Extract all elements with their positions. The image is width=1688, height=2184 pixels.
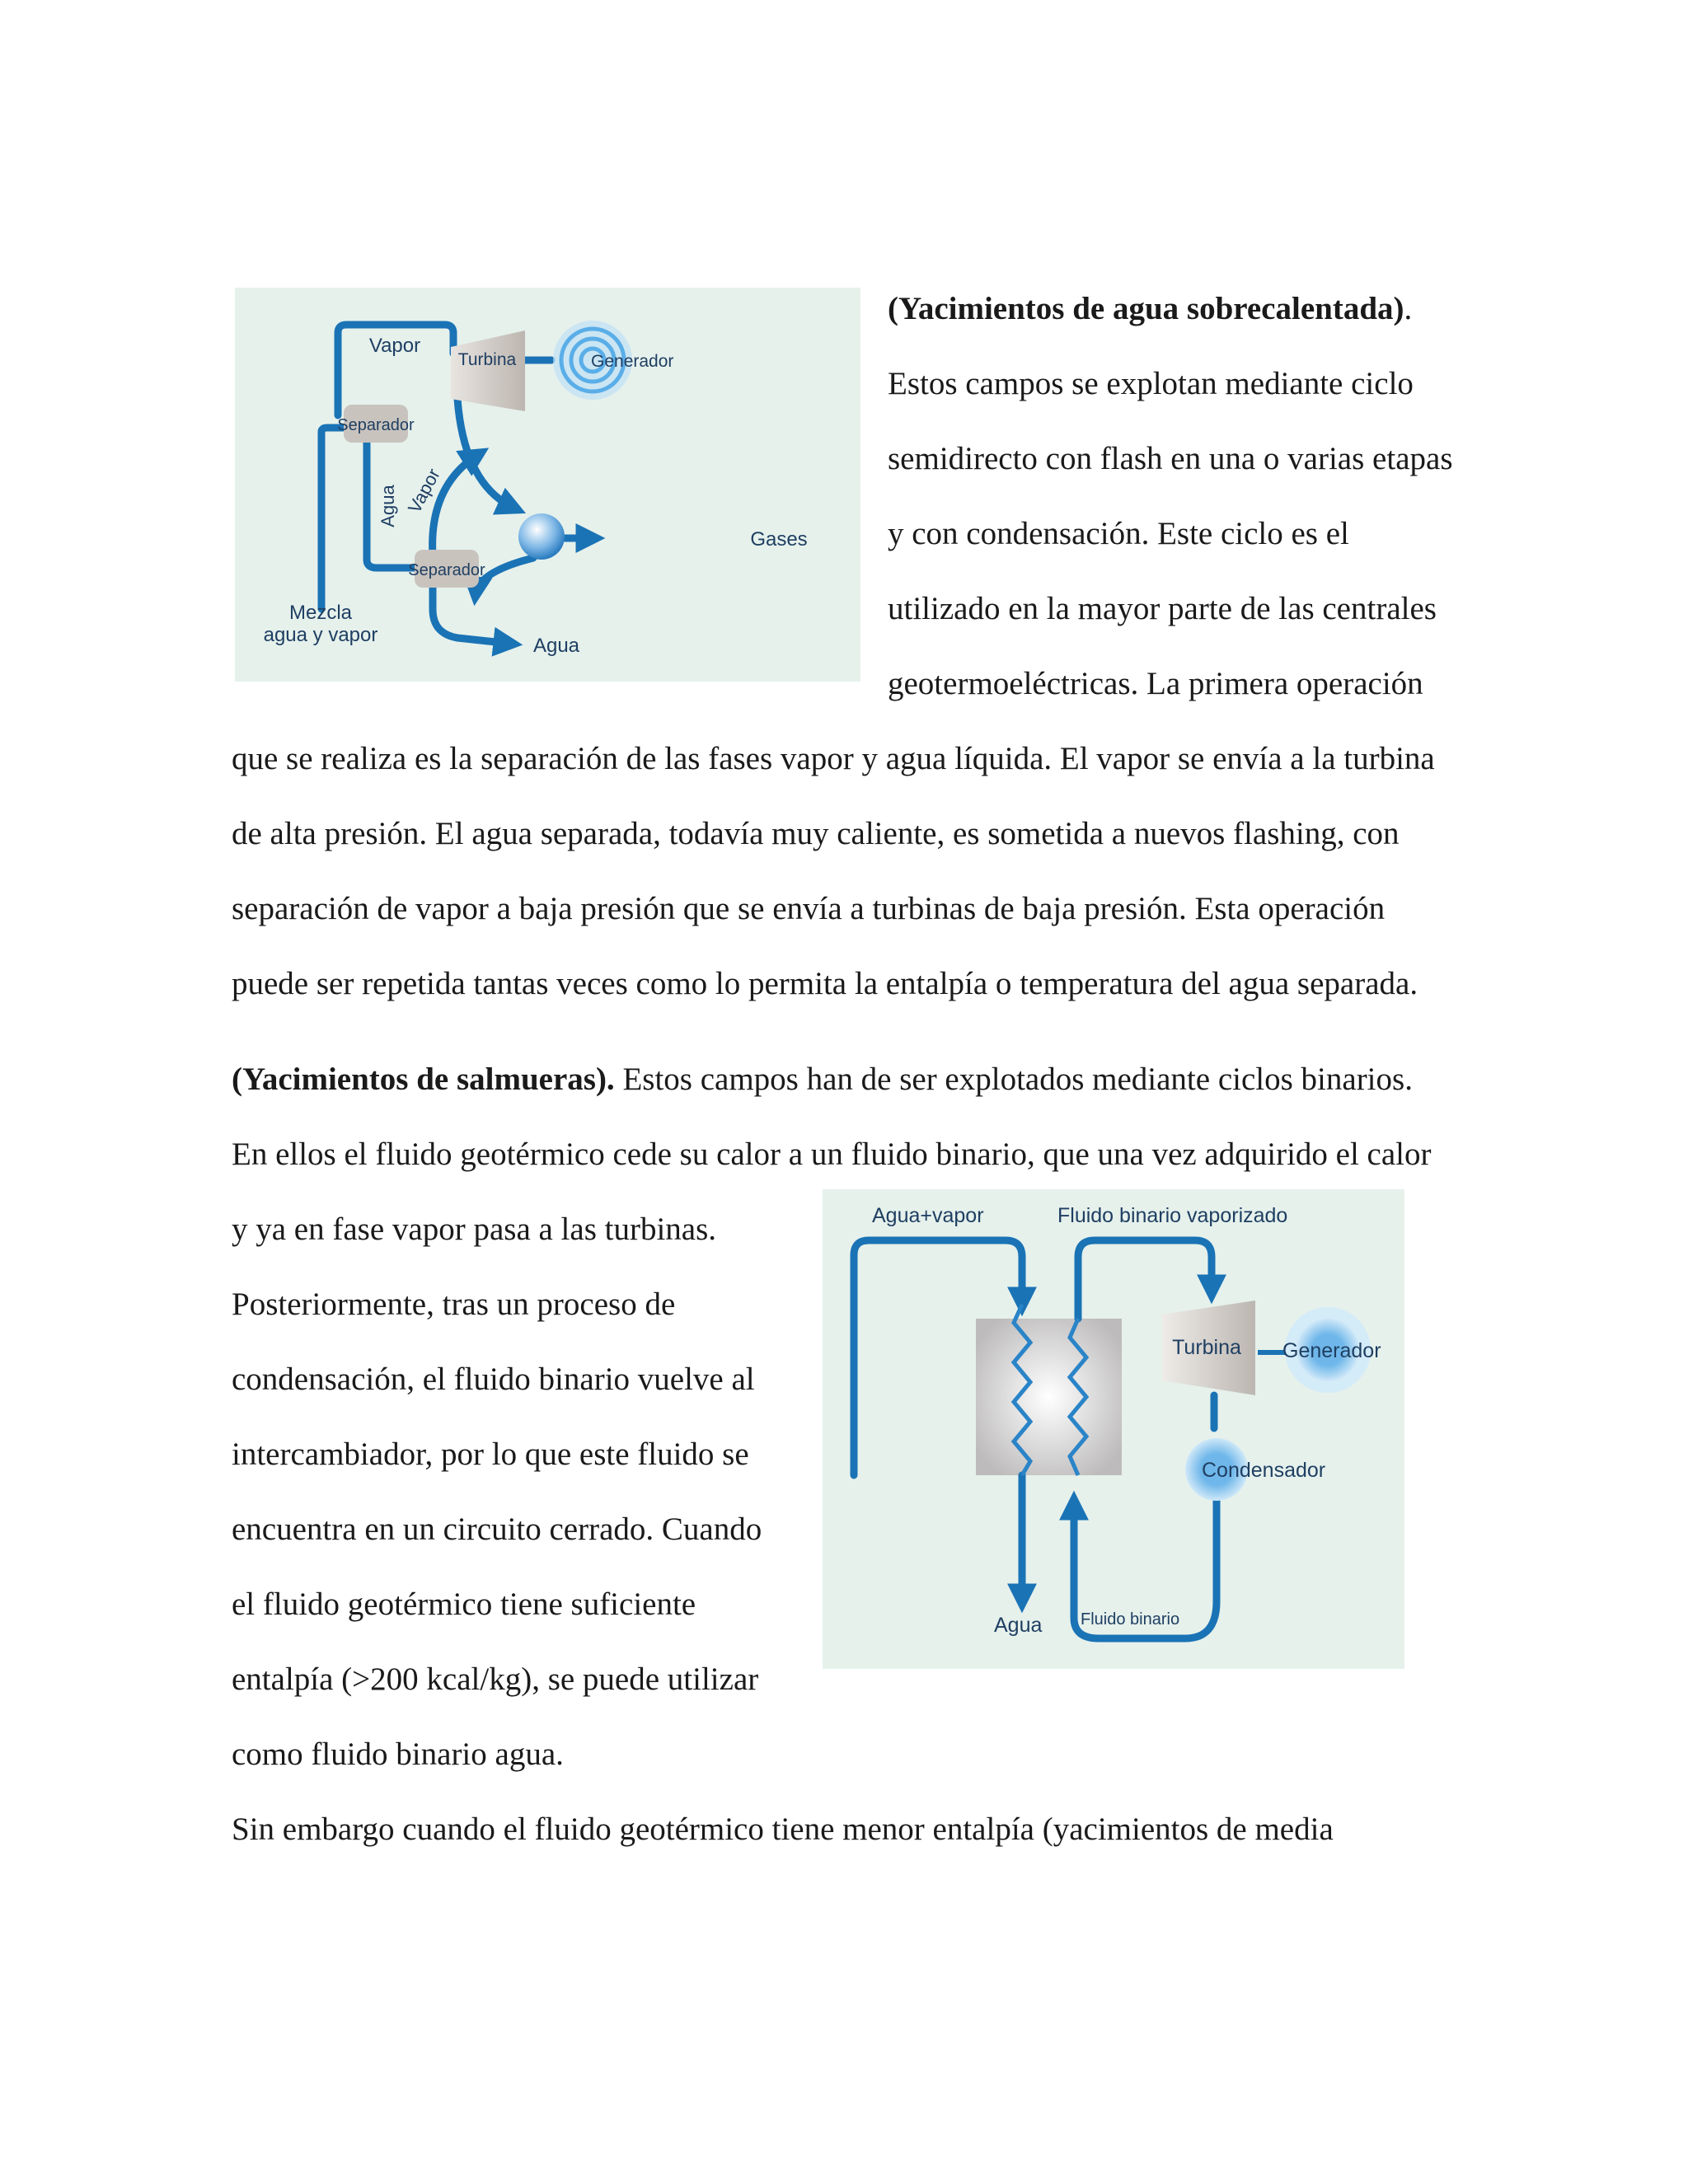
agua-vertical-label: Agua [377,485,398,527]
p2-line-1-rest: Estos campos han de ser explotados mediante ciclos binarios. [614,1062,1413,1097]
mezcla-label-line2: agua y vapor [263,624,378,646]
mezcla-label-line1: Mezcla [288,602,353,624]
p1-line-8: de alta presión. El agua separada, todavía muy caliente, es sometida a nuevos flashing, con [232,816,1400,851]
agua-label: Agua [994,1614,1043,1637]
gases-label: Gases [750,528,808,551]
p1-line-6: geotermoeléctricas. La primera operación [888,666,1423,701]
flash-cycle-diagram [235,288,860,682]
p1-heading: (Yacimientos de agua sobrecalentada) [888,291,1404,326]
p2-line-1 [232,1061,1413,1099]
condenser-label: Condensador [1202,1459,1326,1482]
p1-line-9: separación de vapor a baja presión que se envía a turbinas de baja presión. Esta operación [232,891,1386,926]
turbine-label: Turbina [457,350,517,369]
vapor-diagonal-label: Vapor [403,465,444,517]
separator-1-label: Separador [337,416,415,434]
p1-line-7: que se realiza es la separación de las fases vapor y agua líquida. El vapor se envía a la turbina [232,741,1435,776]
p2-line-10: como fluido binario agua. [232,1736,564,1772]
binary-cycle-diagram [823,1189,1404,1669]
p1-line-3: semidirecto con flash en una o varias etapas [888,441,1453,476]
turbine-label: Turbina [1172,1336,1241,1359]
agua-vapor-label: Agua+vapor [872,1204,984,1227]
p2-line-9: entalpía (>200 kcal/kg), se puede utilizar [232,1661,759,1697]
fluido-binario-label: Fluido binario [1081,1610,1180,1629]
fluido-binario-vaporizado-label: Fluido binario vaporizado [1057,1204,1288,1227]
generator-label: Generador [591,352,674,371]
p2-line-6: intercambiador, por lo que este fluido se [232,1436,749,1472]
agua-bottom-label: Agua [532,635,580,657]
p3-line-1: Sin embargo cuando el fluido geotérmico tiene menor entalpía (yacimientos de media [232,1811,1334,1847]
separator-2-label: Separador [408,561,485,579]
generator-label: Generador [1282,1339,1381,1362]
p2-line-8: el fluido geotérmico tiene suficiente [232,1586,696,1622]
p1-heading-end: . [1404,291,1413,326]
vapor-top-label: Vapor [368,335,421,357]
heat-exchanger [976,1319,1122,1475]
p1-line-4: y con condensación. Este ciclo es el [888,516,1349,551]
p2-line-3: y ya en fase vapor pasa a las turbinas. [232,1212,717,1247]
p2-line-5: condensación, el fluido binario vuelve al [232,1361,755,1397]
p1-line-10: puede ser repetida tantas veces como lo permita la entalpía o temperatura del agua separada. [232,966,1418,1001]
p1-line-2: Estos campos se explotan mediante ciclo [888,366,1414,401]
p2-line-2: En ellos el fluido geotérmico cede su calor a un fluido binario, que una vez adquirido el calor [232,1137,1432,1172]
p2-line-4: Posteriormente, tras un proceso de [232,1286,676,1322]
p2-heading: (Yacimientos de salmueras). [232,1062,615,1097]
condenser-sphere [518,513,565,560]
p1-line-5: utilizado en la mayor parte de las centrales [888,591,1437,626]
p1-line-1 [888,290,1412,328]
p2-line-7: encuentra en un circuito cerrado. Cuando [232,1511,762,1547]
